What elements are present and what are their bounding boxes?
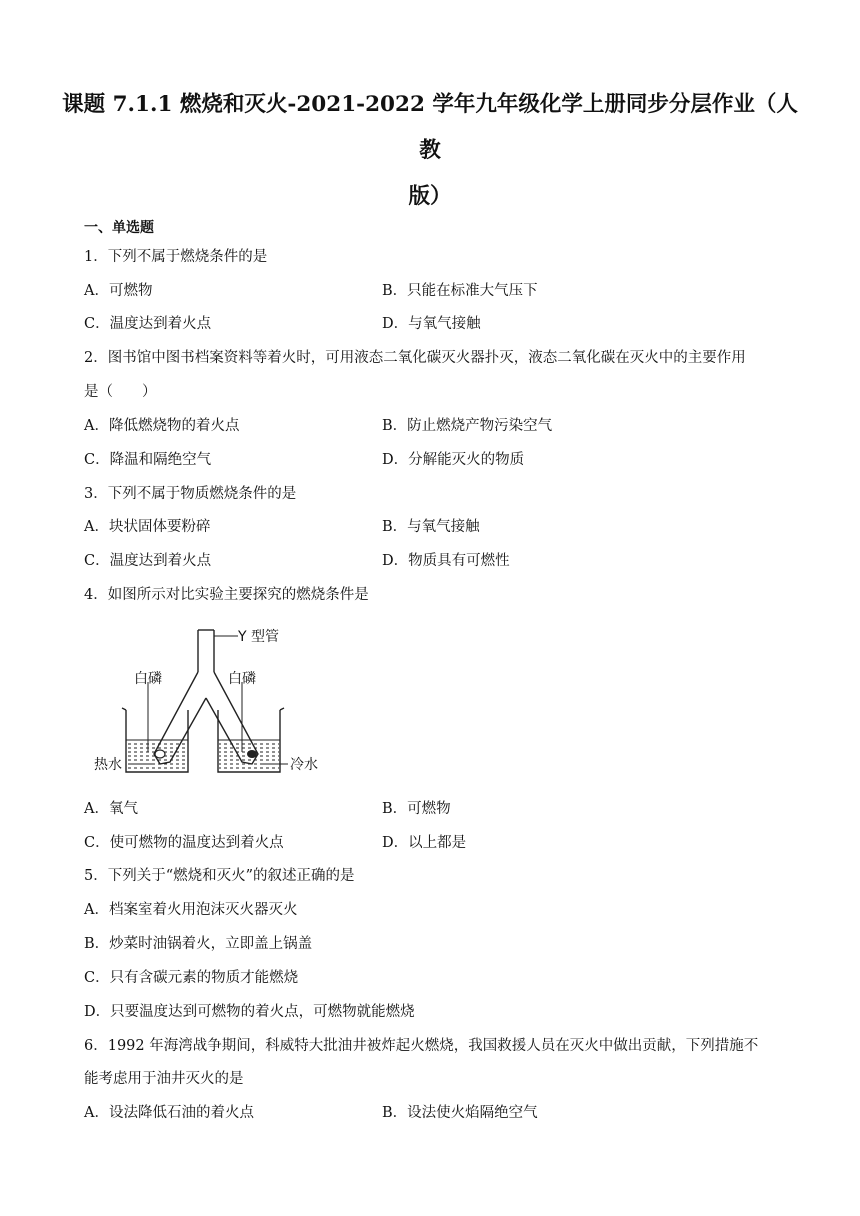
- q2-option-c: C．降温和隔绝空气: [84, 452, 212, 468]
- q4-option-c: C．使可燃物的温度达到着火点: [84, 835, 284, 851]
- q2-option-b: B．防止燃烧产物污染空气: [382, 418, 553, 434]
- q5-option-d: D．只要温度达到可燃物的着火点，可燃物就能燃烧: [84, 1004, 415, 1020]
- q2-option-d: D．分解能灭火的物质: [382, 452, 525, 468]
- y-tube-experiment-figure: [92, 622, 332, 782]
- q1-option-d: D．与氧气接触: [382, 316, 481, 332]
- section-heading: 一、单选题: [84, 220, 154, 236]
- q4-option-a: A．氧气: [84, 801, 138, 817]
- q5-stem: 5．下列关于“燃烧和灭火”的叙述正确的是: [84, 868, 355, 884]
- q4-option-d: D．以上都是: [382, 835, 467, 851]
- q3-option-a: A．块状固体要粉碎: [84, 519, 211, 535]
- q1-option-b: B．只能在标准大气压下: [382, 283, 538, 299]
- hot-water-label: 热水: [94, 757, 122, 773]
- q5-option-a: A．档案室着火用泡沫灭火器灭火: [84, 902, 298, 918]
- q3-option-d: D．物质具有可燃性: [382, 553, 510, 569]
- q2-stem-line-2: 是（ ）: [84, 384, 157, 400]
- document-title: [60, 82, 800, 220]
- title-line-1: 课题 7.1.1 燃烧和灭火-2021-2022 学年九年级化学上册同步分层作业（人教: [62, 92, 798, 163]
- q5-option-b: B．炒菜时油锅着火，立即盖上锅盖: [84, 936, 313, 952]
- q6-stem-line-1: 6．1992 年海湾战争期间，科威特大批油井被炸起火燃烧，我国救援人员在灭火中做出贡献，下列措施不: [84, 1038, 759, 1054]
- q3-option-c: C．温度达到着火点: [84, 553, 212, 569]
- cold-water-label: 冷水: [290, 757, 318, 773]
- white-phosphorus-right-label: 白磷: [228, 671, 256, 687]
- q6-stem-line-2: 能考虑用于油井灭火的是: [84, 1071, 244, 1087]
- q5-option-c: C．只有含碳元素的物质才能燃烧: [84, 970, 299, 986]
- q3-option-b: B．与氧气接触: [382, 519, 480, 535]
- q4-stem: 4．如图所示对比实验主要探究的燃烧条件是: [84, 587, 369, 603]
- q1-option-a: A．可燃物: [84, 283, 153, 299]
- q2-stem-line-1: 2．图书馆中图书档案资料等着火时，可用液态二氧化碳灭火器扑灭，液态二氧化碳在灭火中的主要作用: [84, 350, 746, 366]
- q1-option-c: C．温度达到着火点: [84, 316, 212, 332]
- q3-stem: 3．下列不属于物质燃烧条件的是: [84, 486, 297, 502]
- q6-option-a: A．设法降低石油的着火点: [84, 1105, 254, 1121]
- title-line-2: 版）: [408, 184, 452, 209]
- white-phosphorus-left-label: 白磷: [134, 671, 162, 687]
- q2-option-a: A．降低燃烧物的着火点: [84, 418, 240, 434]
- q1-stem: 1．下列不属于燃烧条件的是: [84, 249, 268, 265]
- q6-option-b: B．设法使火焰隔绝空气: [382, 1105, 538, 1121]
- y-tube-label: Y 型管: [238, 629, 280, 645]
- q4-option-b: B．可燃物: [382, 801, 451, 817]
